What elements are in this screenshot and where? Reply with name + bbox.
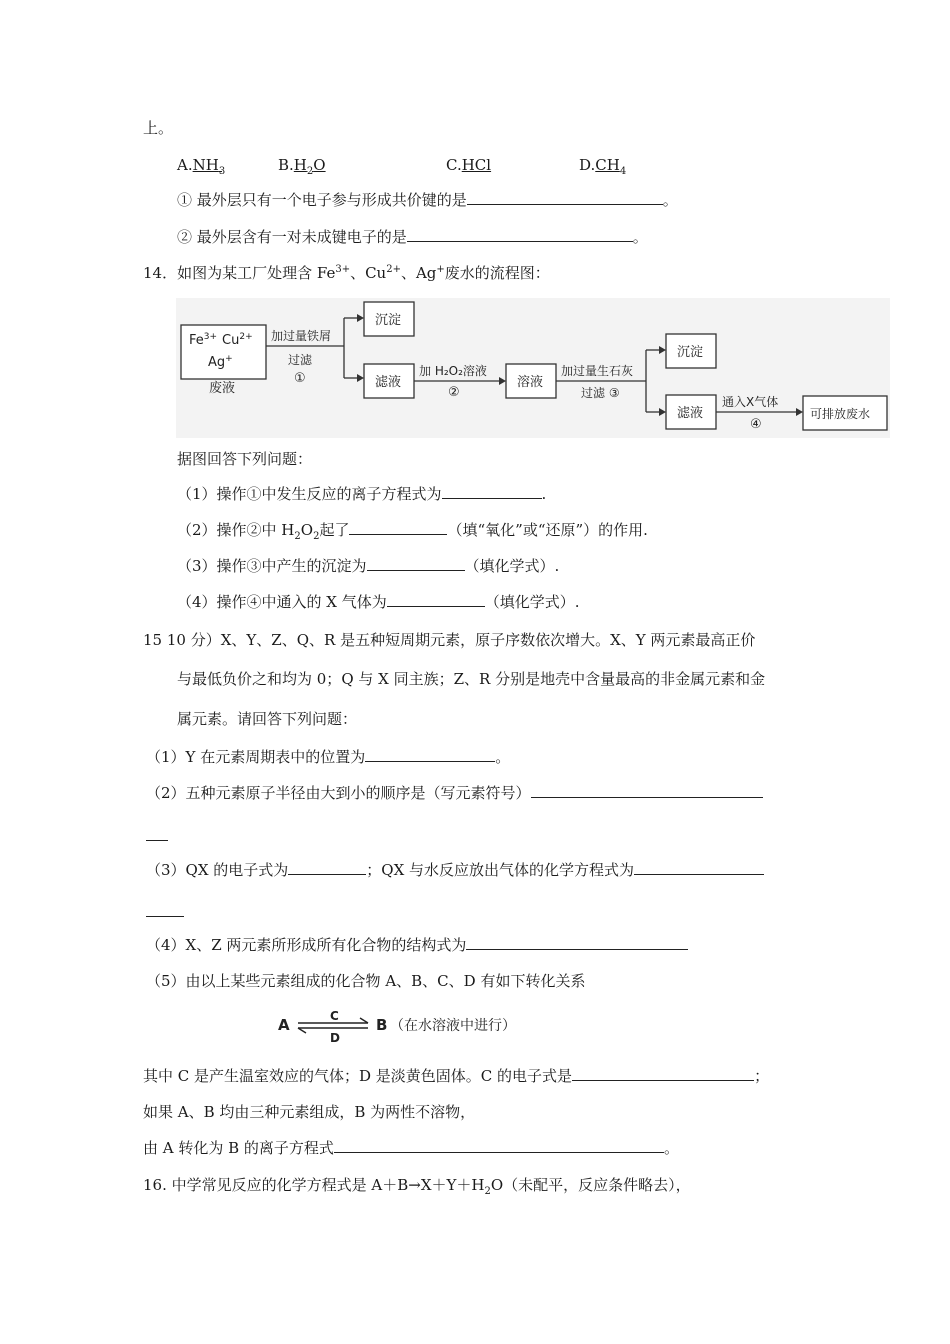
q16-text [143, 1175, 691, 1195]
q14-cu-sup: 2+ [386, 264, 401, 275]
waste-label: 废液 [209, 381, 236, 396]
q14-part-1-end: . [541, 485, 547, 503]
option-c-prefix: C. [446, 156, 462, 174]
option-b-formula: H [293, 156, 307, 174]
q15-part-1-text: （1）Y 在元素周期表中的位置为 [146, 748, 366, 766]
step2-reagent: 加 H₂O₂溶液 [419, 364, 487, 378]
step1-reagent: 加过量铁屑 [271, 329, 332, 343]
q14-part-4-end: （填化学式）. [484, 593, 580, 611]
q15-part-2-text: （2）五种元素原子半径由大到小的顺序是（写元素符号） [146, 784, 531, 802]
q14-sep2: 、Ag [400, 264, 437, 282]
q14-intro-b: 废水的流程图： [444, 264, 550, 282]
option-d-formula: CH [595, 156, 620, 174]
q16-text-a: 16. 中学常见反应的化学方程式是 A＋B→X＋Y＋H [143, 1176, 485, 1194]
option-a-prefix: A. [177, 156, 193, 174]
continuation-text: 上。 [143, 119, 174, 137]
scheme-a: A [278, 1016, 290, 1034]
q14-part-2-sub2: 2 [313, 531, 320, 542]
q15-text-2: 如果 A、B 均由三种元素组成，B 为两性不溶物， [143, 1103, 476, 1121]
q14-part-3-text: （3）操作③中产生的沉淀为 [177, 557, 367, 575]
q14-intro-a: 14．如图为某工厂处理含 Fe [143, 264, 336, 282]
option-d [579, 155, 626, 175]
q14-part-2-c: 起了 [319, 521, 350, 539]
waste-fe-sup: 3+ [203, 332, 218, 342]
answer-blank[interactable] [365, 747, 495, 762]
solution-label: 溶液 [517, 375, 544, 390]
waste-cu: Cu [222, 333, 240, 348]
q14-part-3 [177, 556, 559, 576]
q15-text-1-body: 其中 C 是产生温室效应的气体；D 是淡黄色固体。C 的电子式是 [143, 1067, 573, 1085]
scheme-d: D [330, 1031, 340, 1045]
filtrate-1-label: 滤液 [375, 375, 402, 390]
step1-filter: 过滤 [288, 353, 313, 367]
option-c-formula: HCl [461, 156, 492, 174]
q14-part-1 [177, 484, 546, 504]
waste-fe: Fe [189, 333, 204, 348]
option-b-sub: 2 [306, 166, 314, 177]
q15-part-4 [146, 935, 688, 955]
waste-ag: Ag [208, 355, 226, 370]
answer-blank[interactable] [349, 520, 447, 535]
q15-part-3 [146, 860, 764, 880]
q15-text-3 [143, 1138, 679, 1158]
final-label: 可排放废水 [810, 407, 871, 421]
option-d-sub: 4 [619, 166, 627, 177]
q15-part-3-b: ；QX 与水反应放出气体的化学方程式为 [366, 861, 635, 879]
q13-item-1 [177, 190, 678, 210]
answer-blank[interactable] [367, 556, 465, 571]
flowchart [176, 298, 890, 438]
waste-ag-sup: + [225, 354, 233, 364]
q14-part-2 [177, 520, 648, 540]
q14-part-2-sub1: 2 [294, 531, 301, 542]
answer-blank[interactable] [387, 592, 485, 607]
step3-filter: 过滤 ③ [581, 386, 620, 400]
option-a [177, 155, 225, 175]
filtrate-2-label: 滤液 [677, 406, 704, 421]
precipitate-2-label: 沉淀 [677, 345, 704, 360]
option-b-prefix: B. [278, 156, 294, 174]
q14-part-1-text: （1）操作①中发生反应的离子方程式为 [177, 485, 442, 503]
q14-part-2-a: （2）操作②中 H [177, 521, 295, 539]
answer-blank[interactable] [442, 484, 542, 499]
q13-item-2-text: ② 最外层含有一对未成键电子的是 [177, 228, 407, 246]
q13-item-1-text: ① 最外层只有一个电子参与形成共价键的是 [177, 191, 467, 209]
waste-cu-sup: 2+ [239, 332, 253, 342]
answer-blank[interactable] [334, 1138, 664, 1153]
q15-part-1 [146, 747, 510, 767]
q14-fe-sup: 3+ [335, 264, 351, 275]
answer-blank-continuation[interactable] [146, 902, 184, 917]
option-d-prefix: D. [579, 156, 596, 174]
answer-blank[interactable] [288, 860, 366, 875]
q14-prompt: 据图回答下列问题： [177, 450, 313, 468]
option-b-tail: O [313, 156, 326, 174]
answer-blank[interactable] [531, 783, 763, 798]
q15-text-3-end: 。 [663, 1139, 679, 1157]
option-b [278, 155, 326, 175]
q14-part-4-text: （4）操作④中通入的 X 气体为 [177, 593, 387, 611]
answer-blank[interactable] [466, 935, 688, 950]
q15-part-3-a: （3）QX 的电子式为 [146, 861, 289, 879]
q15-text-3-body: 由 A 转化为 B 的离子方程式 [143, 1139, 334, 1157]
q15-part-1-end: 。 [495, 748, 511, 766]
q16-sub: 2 [484, 1186, 491, 1197]
q15-part-2 [146, 783, 763, 803]
q15-part-4-text: （4）X、Z 两元素所形成所有化合物的结构式为 [146, 936, 467, 954]
q14-sep1: 、Cu [350, 264, 387, 282]
q16-text-b: O（未配平，反应条件略去）， [490, 1176, 691, 1194]
step4-number: ④ [750, 417, 762, 432]
answer-blank[interactable] [634, 860, 764, 875]
q15-text-1 [143, 1066, 769, 1086]
q15-head: 15 10 分）X、Y、Z、Q、R 是五种短周期元素，原子序数依次增大。X、Y 两元素最高正价 [143, 631, 756, 649]
conversion-scheme [276, 1005, 566, 1045]
q14-part-4 [177, 592, 580, 612]
q13-item-1-end: 。 [662, 191, 678, 209]
step1-number: ① [294, 371, 306, 386]
q15-line-3: 属元素。请回答下列问题： [177, 710, 358, 728]
option-a-formula: NH [192, 156, 219, 174]
option-c [446, 155, 491, 175]
q14-part-3-end: （填化学式）. [464, 557, 560, 575]
scheme-note: （在水溶液中进行） [390, 1018, 516, 1034]
q15-line-2: 与最低负价之和均为 0；Q 与 X 同主族；Z、R 分别是地壳中含量最高的非金属元素和金 [177, 670, 766, 688]
scheme-b: B [376, 1016, 388, 1034]
q14-part-2-b: O [300, 521, 314, 539]
answer-blank[interactable] [572, 1066, 754, 1081]
q15-text-1-end: ； [754, 1067, 770, 1085]
precipitate-1-label: 沉淀 [375, 313, 402, 328]
q13-item-2 [177, 227, 648, 247]
q15-part-5: （5）由以上某些元素组成的化合物 A、B、C、D 有如下转化关系 [146, 972, 586, 990]
answer-blank[interactable] [467, 190, 663, 205]
step3-reagent: 加过量生石灰 [561, 364, 634, 378]
option-a-sub: 3 [218, 166, 226, 177]
q14-ag-sup: + [436, 264, 445, 275]
q13-item-2-end: 。 [632, 228, 648, 246]
scheme-c: C [330, 1009, 339, 1023]
q14-intro [143, 263, 550, 283]
answer-blank-continuation[interactable] [146, 826, 168, 841]
step4-reagent: 通入X气体 [722, 395, 779, 409]
step2-number: ② [448, 385, 460, 400]
answer-blank[interactable] [407, 227, 633, 242]
q14-part-2-end: （填“氧化”或“还原”）的作用. [447, 521, 648, 539]
